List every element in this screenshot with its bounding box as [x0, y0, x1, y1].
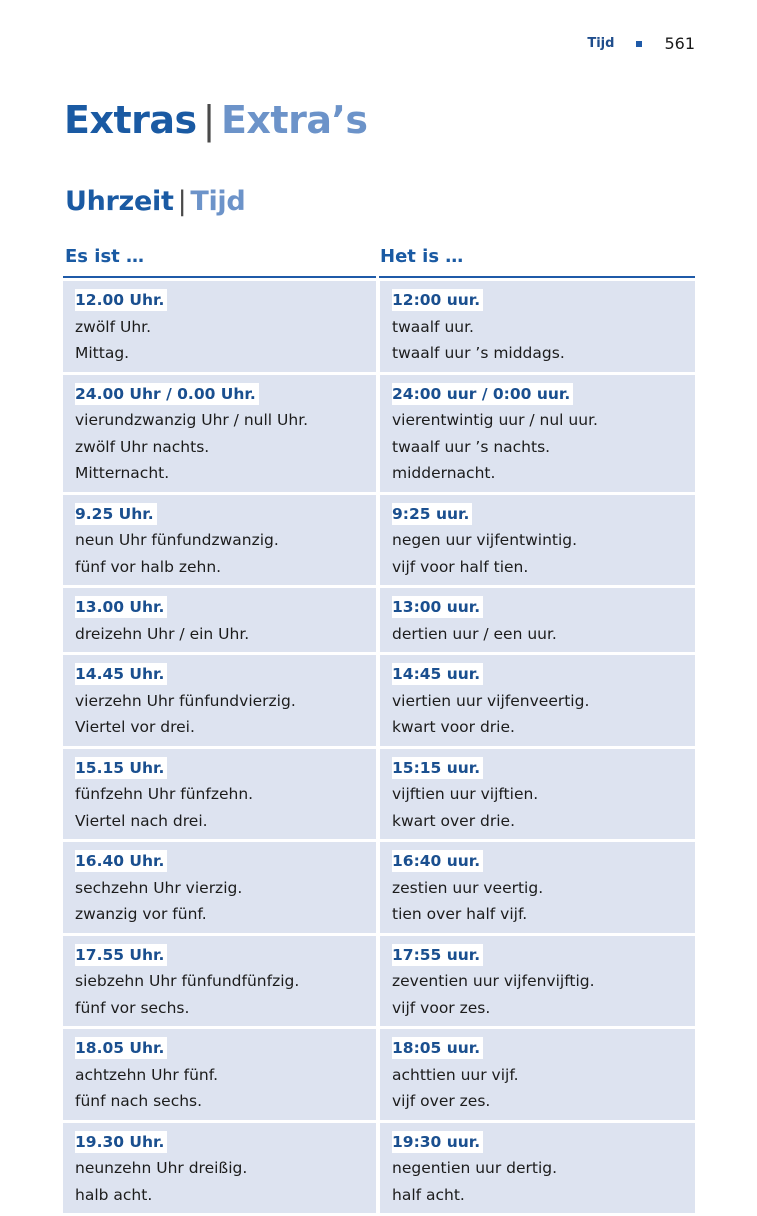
- table-row: [63, 749, 695, 840]
- phrase-line-de: zwanzig vor fünf.: [75, 905, 207, 923]
- time-label-nl: 24:00 uur / 0:00 uur.: [392, 383, 573, 405]
- time-label-de: 9.25 Uhr.: [75, 503, 157, 525]
- time-label-nl: 17:55 uur.: [392, 944, 483, 966]
- time-label-de: 24.00 Uhr / 0.00 Uhr.: [75, 383, 259, 405]
- phrase-line-de: zwölf Uhr.: [75, 317, 152, 336]
- table-cell-nl: [380, 588, 695, 652]
- table-cell-de: [63, 588, 376, 652]
- time-label-nl: 19:30 uur.: [392, 1131, 483, 1153]
- phrase-line-nl: vijf over zes.: [392, 1092, 491, 1110]
- table-cell-de: [63, 495, 376, 586]
- column-rule-de: [63, 276, 376, 278]
- column-header-de: Es ist …: [65, 246, 145, 267]
- phrase-line-de: zwölf Uhr nachts.: [75, 437, 210, 456]
- time-label-de: 12.00 Uhr.: [75, 289, 167, 311]
- phrase-line-nl: vijf voor zes.: [392, 998, 491, 1017]
- phrase-line-de: sechzehn Uhr vierzig.: [75, 878, 243, 897]
- table-cell-nl: [380, 1123, 695, 1214]
- phrase-line-nl: dertien uur / een uur.: [392, 624, 557, 643]
- running-head: [587, 34, 695, 53]
- section-title-nl: Tijd: [190, 186, 246, 217]
- table-cell-de: [63, 749, 376, 840]
- phrase-line-de: neunzehn Uhr dreißig.: [75, 1159, 248, 1177]
- time-label-nl: 12:00 uur.: [392, 289, 483, 311]
- phrase-table: [63, 281, 695, 1216]
- table-row: [63, 1123, 695, 1214]
- phrase-line-nl: twaalf uur.: [392, 317, 474, 336]
- phrase-line-de: fünf vor halb zehn.: [75, 557, 222, 576]
- table-cell-nl: [380, 936, 695, 1027]
- time-label-nl: 9:25 uur.: [392, 503, 472, 525]
- phrase-line-nl: kwart over drie.: [392, 811, 516, 830]
- column-header-nl: Het is …: [380, 246, 464, 267]
- phrase-line-de: achtzehn Uhr fünf.: [75, 1065, 218, 1084]
- phrase-line-de: halb acht.: [75, 1185, 153, 1204]
- phrase-line-de: siebzehn Uhr fünfundfünfzig.: [75, 972, 300, 990]
- table-row: [63, 655, 695, 746]
- phrase-line-de: dreizehn Uhr / ein Uhr.: [75, 624, 250, 643]
- page-title-de: Extras: [64, 98, 197, 142]
- time-label-nl: 14:45 uur.: [392, 663, 483, 685]
- phrase-line-nl: tien over half vijf.: [392, 905, 528, 923]
- table-cell-de: [63, 655, 376, 746]
- square-bullet-icon: [636, 41, 642, 47]
- table-cell-nl: [380, 495, 695, 586]
- phrase-line-nl: kwart voor drie.: [392, 718, 515, 736]
- phrase-line-de: fünf nach sechs.: [75, 1092, 203, 1110]
- phrase-line-de: fünf vor sechs.: [75, 998, 190, 1017]
- phrase-line-de: Viertel nach drei.: [75, 811, 208, 830]
- time-label-de: 19.30 Uhr.: [75, 1131, 167, 1153]
- table-cell-nl: [380, 1029, 695, 1120]
- phrase-line-nl: middernacht.: [392, 464, 496, 482]
- time-label-de: 15.15 Uhr.: [75, 757, 167, 779]
- table-row: [63, 281, 695, 372]
- phrase-line-nl: half acht.: [392, 1185, 465, 1204]
- phrase-line-nl: twaalf uur ’s middags.: [392, 344, 565, 362]
- phrase-line-nl: zestien uur veertig.: [392, 878, 544, 897]
- page-title: [64, 98, 368, 142]
- phrase-line-nl: viertien uur vijfenveertig.: [392, 691, 590, 710]
- phrase-line-de: neun Uhr fünfundzwanzig.: [75, 531, 279, 549]
- time-label-de: 16.40 Uhr.: [75, 850, 167, 872]
- page-title-nl: Extra’s: [220, 98, 368, 142]
- table-cell-de: [63, 375, 376, 492]
- table-cell-nl: [380, 375, 695, 492]
- time-label-de: 17.55 Uhr.: [75, 944, 167, 966]
- phrase-line-de: vierundzwanzig Uhr / null Uhr.: [75, 411, 309, 429]
- table-cell-de: [63, 1123, 376, 1214]
- table-cell-de: [63, 936, 376, 1027]
- table-row: [63, 495, 695, 586]
- phrase-line-de: fünfzehn Uhr fünfzehn.: [75, 785, 254, 803]
- phrase-line-nl: vijf voor half tien.: [392, 557, 529, 576]
- table-cell-nl: [380, 842, 695, 933]
- phrase-line-nl: vierentwintig uur / nul uur.: [392, 411, 598, 429]
- time-label-de: 14.45 Uhr.: [75, 663, 167, 685]
- table-cell-de: [63, 1029, 376, 1120]
- column-rule-nl: [379, 276, 695, 278]
- table-cell-de: [63, 281, 376, 372]
- time-label-nl: 16:40 uur.: [392, 850, 483, 872]
- table-cell-nl: [380, 655, 695, 746]
- time-label-de: 13.00 Uhr.: [75, 596, 167, 618]
- running-head-section: Tijd: [587, 36, 615, 51]
- time-label-nl: 15:15 uur.: [392, 757, 483, 779]
- time-label-nl: 18:05 uur.: [392, 1037, 483, 1059]
- table-cell-nl: [380, 281, 695, 372]
- section-title-de: Uhrzeit: [65, 186, 174, 217]
- phrase-line-de: vierzehn Uhr fünfundvierzig.: [75, 691, 296, 710]
- page-number: 561: [664, 34, 695, 53]
- phrase-line-nl: zeventien uur vijfenvijftig.: [392, 972, 595, 990]
- table-cell-nl: [380, 749, 695, 840]
- section-title: [65, 186, 245, 217]
- phrase-line-de: Mittag.: [75, 344, 130, 362]
- table-row: [63, 375, 695, 492]
- table-row: [63, 936, 695, 1027]
- phrase-line-nl: vijftien uur vijftien.: [392, 785, 539, 803]
- phrase-line-de: Mitternacht.: [75, 464, 170, 482]
- phrase-line-nl: twaalf uur ’s nachts.: [392, 437, 551, 456]
- time-label-nl: 13:00 uur.: [392, 596, 483, 618]
- table-cell-de: [63, 842, 376, 933]
- phrase-line-nl: negen uur vijfentwintig.: [392, 531, 578, 549]
- table-row: [63, 842, 695, 933]
- table-row: [63, 1029, 695, 1120]
- phrase-line-de: Viertel vor drei.: [75, 718, 195, 736]
- time-label-de: 18.05 Uhr.: [75, 1037, 167, 1059]
- section-title-separator: |: [177, 186, 187, 217]
- table-row: [63, 588, 695, 652]
- page-title-separator: |: [202, 98, 215, 142]
- phrase-line-nl: achttien uur vijf.: [392, 1065, 519, 1084]
- phrase-line-nl: negentien uur dertig.: [392, 1159, 558, 1177]
